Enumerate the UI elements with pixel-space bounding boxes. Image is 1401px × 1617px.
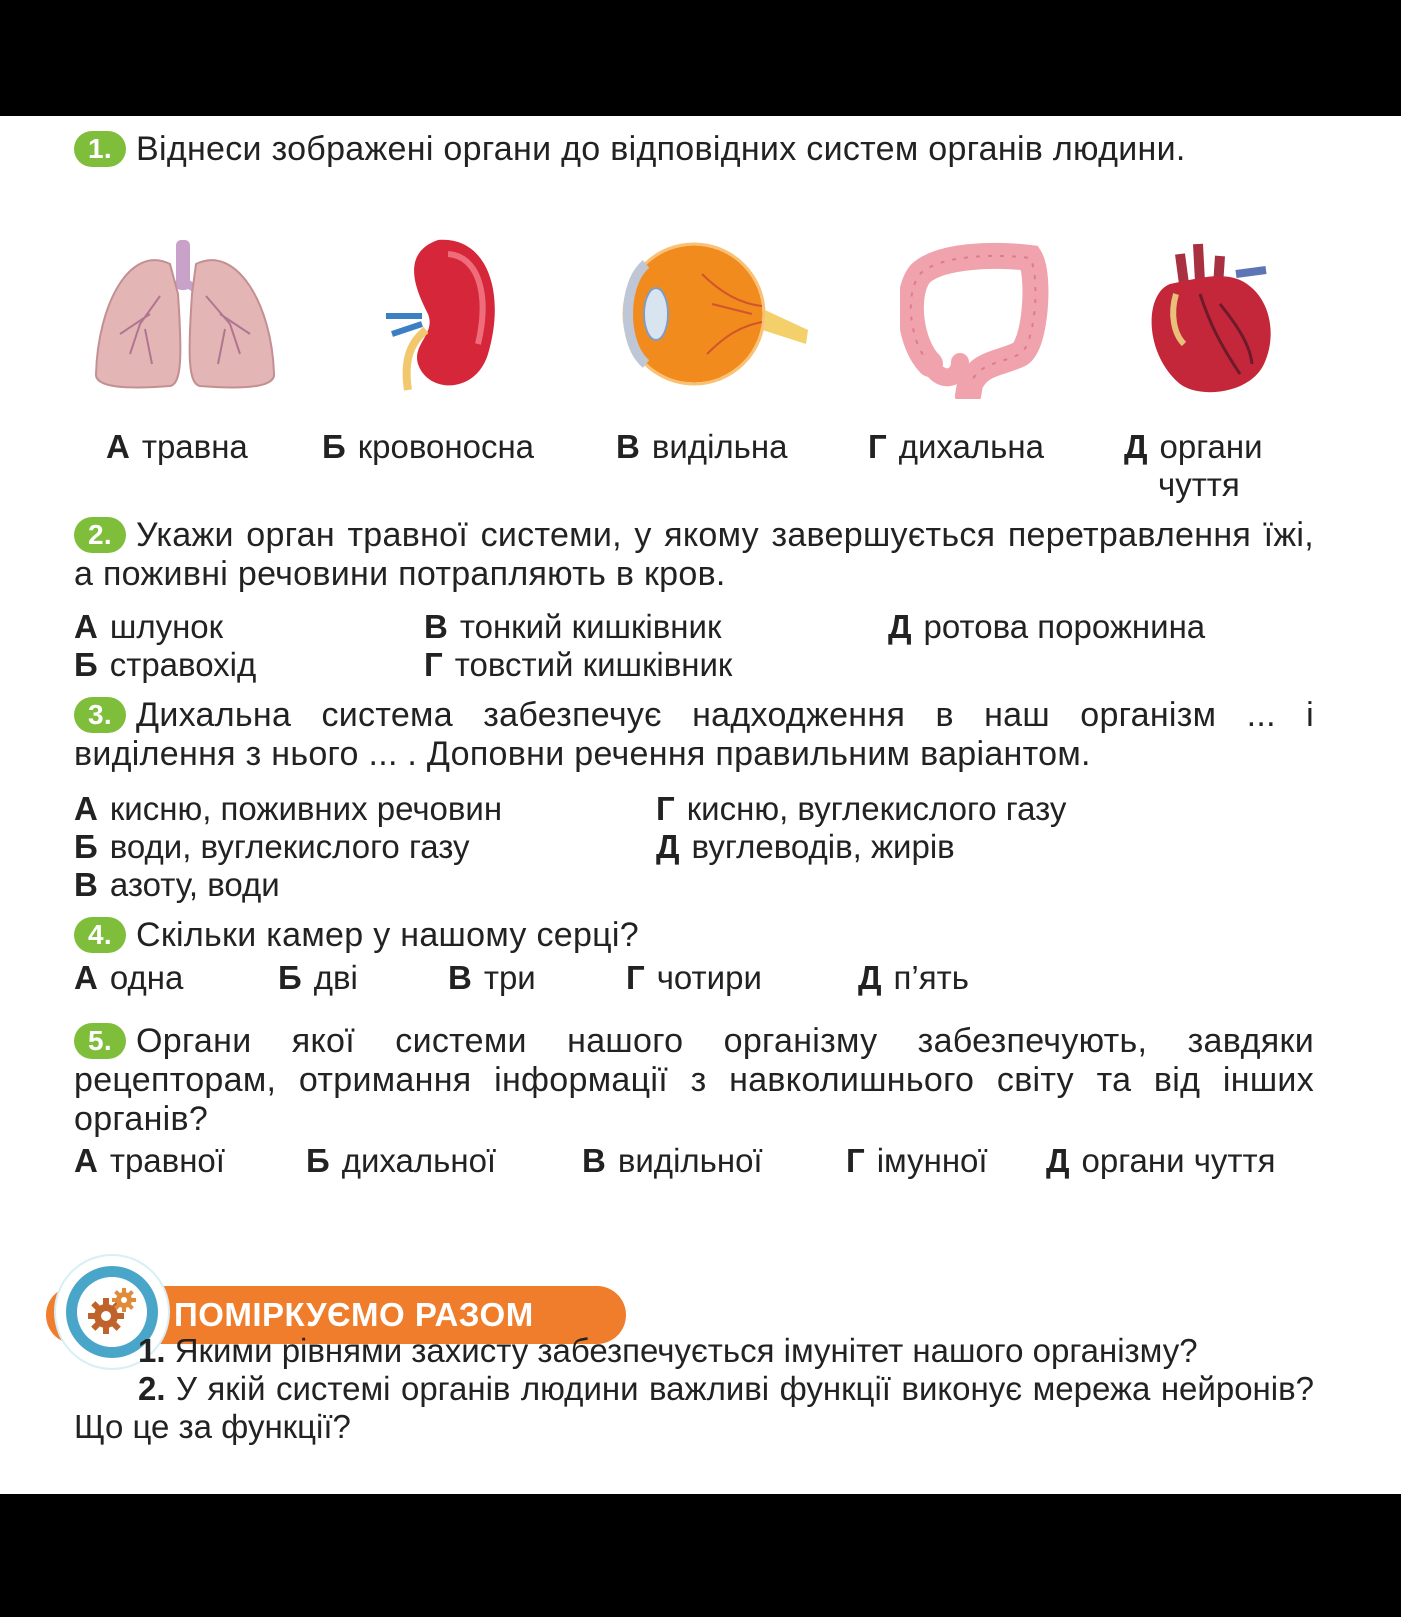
question-4 xyxy=(74,916,1314,955)
question-number-badge: 4. xyxy=(74,917,126,953)
q2-option: Г товстий кишківник xyxy=(424,646,733,683)
q4-option: Д п’ять xyxy=(858,959,969,996)
question-text: Віднеси зображені органи до відповідних систем органів людини. xyxy=(136,130,1186,168)
question-5 xyxy=(74,1022,1314,1139)
q3-option: В азоту, води xyxy=(74,866,280,903)
question-text: Органи якої системи нашого організму забезпечують, завдяки рецепторам, отримання інформації з навколишнього світу та від інших органів? xyxy=(74,1022,1314,1138)
q4-option: Г чотири xyxy=(626,959,762,996)
q3-option: Г кисню, вуглекислого газу xyxy=(656,790,1067,827)
question-number-badge: 3. xyxy=(74,697,126,733)
question-number-badge: 5. xyxy=(74,1023,126,1059)
question-3 xyxy=(74,696,1314,774)
question-number-badge: 2. xyxy=(74,517,126,553)
q1-option-h: Г дихальна xyxy=(868,428,1044,465)
q2-option: В тонкий кишківник xyxy=(424,608,722,645)
q1-option-b: Б кровоносна xyxy=(322,428,535,465)
eye-icon xyxy=(612,234,812,394)
heart-icon xyxy=(1140,234,1280,399)
intestine-icon xyxy=(900,234,1050,399)
q1-option-v: В видільна xyxy=(616,428,788,465)
banner-title: ПОМІРКУЄМО РАЗОМ xyxy=(174,1296,534,1333)
q5-option: Г імунної xyxy=(846,1142,988,1179)
question-1 xyxy=(74,130,1314,169)
q2-option: Д ротова порожнина xyxy=(888,608,1206,645)
question-number-badge: 1. xyxy=(74,131,126,167)
q2-option: А шлунок xyxy=(74,608,224,645)
q3-option: А кисню, поживних речовин xyxy=(74,790,503,827)
q1-option-a: А травна xyxy=(106,428,248,465)
q4-option: Б дві xyxy=(278,959,358,996)
think-question-1: 1. Якими рівнями захисту забезпечується імунітет нашого організму? xyxy=(138,1332,1198,1369)
think-question-2: 2. У якій системі органів людини важливі функції виконує мережа нейронів? Що це за функції? xyxy=(74,1370,1314,1445)
lungs-icon xyxy=(90,234,280,394)
kidney-icon xyxy=(378,234,508,394)
q4-option: А одна xyxy=(74,959,184,996)
q5-option: А травної xyxy=(74,1142,225,1179)
question-text: Дихальна система забезпечує надходження в наш організм ... і виділення з нього ... . Доповни речення правильним варіантом. xyxy=(74,696,1314,773)
q5-option: Д органи чуття xyxy=(1046,1142,1276,1179)
q4-option: В три xyxy=(448,959,536,996)
q1-option-d: Д органи xyxy=(1124,428,1263,465)
q1-option-d-line2: чуття xyxy=(1158,466,1240,503)
question-text: Скільки камер у нашому серці? xyxy=(136,916,639,954)
q3-option: Д вуглеводів, жирів xyxy=(656,828,955,865)
question-2 xyxy=(74,516,1314,594)
q2-option: Б стравохід xyxy=(74,646,257,683)
q3-option: Б води, вуглекислого газу xyxy=(74,828,470,865)
question-text: Укажи орган травної системи, у якому завершується перетравлення їжі, а поживні речовини потрапляють в кров. xyxy=(74,516,1314,593)
q5-option: Б дихальної xyxy=(306,1142,497,1179)
q5-option: В видільної xyxy=(582,1142,763,1179)
textbook-page xyxy=(0,116,1401,1494)
